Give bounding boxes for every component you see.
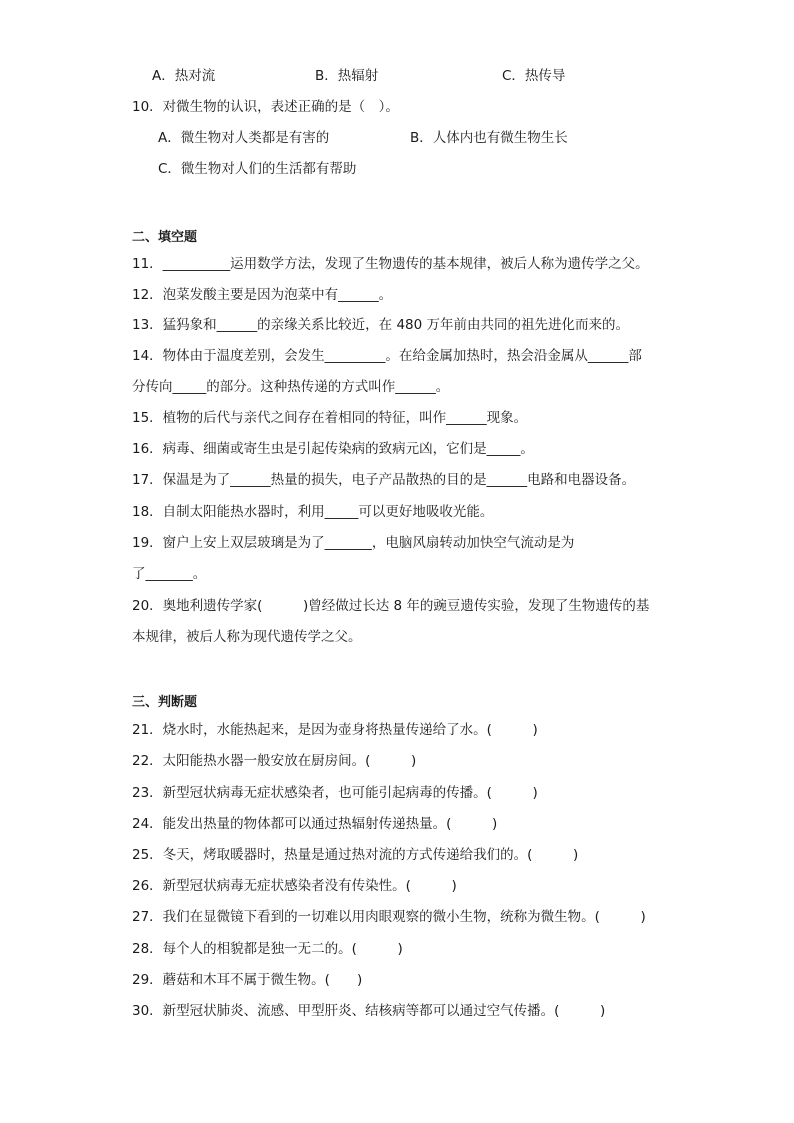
q14-line2: 分传向_____的部分。这种热传递的方式叫作______。	[132, 379, 450, 395]
q11: 11．__________运用数学方法，发现了生物遗传的基本规律，被后人称为遗传学之父。	[132, 256, 649, 272]
q20-line1: 20．奥地利遗传学家( )曾经做过长达 8 年的豌豆遗传实验，发现了生物遗传的基	[132, 598, 650, 614]
q30: 30．新型冠状肺炎、流感、甲型肝炎、结核病等都可以通过空气传播。( )	[132, 1003, 606, 1019]
q25: 25．冬天，烤取暖器时，热量是通过热对流的方式传递给我们的。( )	[132, 847, 579, 863]
q24: 24．能发出热量的物体都可以通过热辐射传递热量。( )	[132, 816, 498, 832]
q29: 29．蘑菇和木耳不属于微生物。( )	[132, 972, 363, 988]
q10-option-a: A．微生物对人类都是有害的	[158, 130, 330, 146]
q13: 13．猛犸象和______的亲缘关系比较近，在 480 万年前由共同的祖先进化而来的。	[132, 317, 630, 333]
q9-option-c: C．热传导	[502, 68, 566, 84]
q14-line1: 14．物体由于温度差别，会发生_________。在给金属加热时，热会沿金属从______部	[132, 348, 642, 364]
q18: 18．自制太阳能热水器时，利用_____可以更好地吸收光能。	[132, 504, 494, 520]
q19-line1: 19．窗户上安上双层玻璃是为了_______，电脑风扇转动加快空气流动是为	[132, 535, 575, 551]
q22: 22．太阳能热水器一般安放在厨房间。( )	[132, 753, 417, 769]
q27: 27．我们在显微镜下看到的一切难以用肉眼观察的微小生物，统称为微生物。( )	[132, 909, 646, 925]
q10-stem: 10．对微生物的认识，表述正确的是（ ）。	[132, 99, 399, 115]
section2-title: 二、填空题	[132, 230, 198, 245]
q20-line2: 本规律，被后人称为现代遗传学之父。	[132, 629, 362, 645]
section3-title: 三、判断题	[132, 695, 198, 710]
q9-option-b: B．热辐射	[315, 68, 379, 84]
q28: 28．每个人的相貌都是独一无二的。( )	[132, 941, 403, 957]
q10-option-b: B．人体内也有微生物生长	[410, 130, 568, 146]
q16: 16．病毒、细菌或寄生虫是引起传染病的致病元凶，它们是_____。	[132, 441, 534, 457]
q17: 17．保温是为了______热量的损失，电子产品散热的目的是______电路和电器设备。	[132, 472, 636, 488]
q23: 23．新型冠状病毒无症状感染者，也可能引起病毒的传播。( )	[132, 785, 538, 801]
q21: 21．烧水时，水能热起来，是因为壶身将热量传递给了水。( )	[132, 722, 538, 738]
q15: 15．植物的后代与亲代之间存在着相同的特征，叫作______现象。	[132, 410, 528, 426]
q9-option-a: A．热对流	[152, 68, 216, 84]
q12: 12．泡菜发酸主要是因为泡菜中有______。	[132, 287, 393, 303]
q26: 26．新型冠状病毒无症状感染者没有传染性。( )	[132, 878, 457, 894]
q19-line2: 了_______。	[132, 566, 207, 582]
q10-option-c: C．微生物对人们的生活都有帮助	[158, 161, 357, 177]
